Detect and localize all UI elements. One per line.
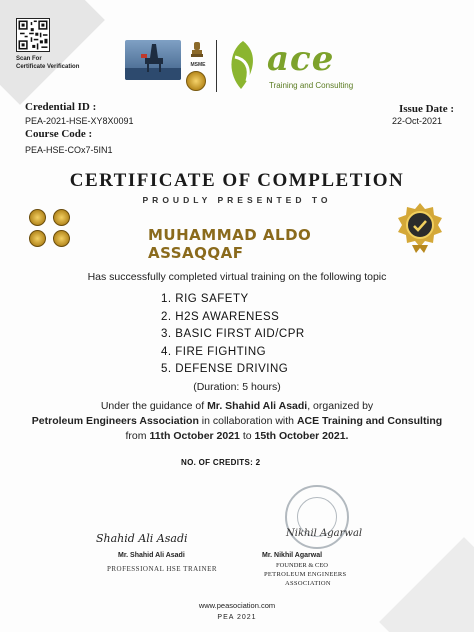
ace-leaf-icon — [221, 37, 265, 93]
trainer-name: Mr. Shahid Ali Asadi — [118, 552, 185, 559]
ace-wordmark: ace — [267, 39, 335, 79]
corner-decoration-top-left — [0, 0, 105, 105]
organizer-name-bold: Petroleum Engineers Association — [31, 415, 199, 427]
guidance-paragraph — [30, 399, 444, 444]
partner-name-bold: ACE Training and Consulting — [296, 415, 443, 427]
qr-code[interactable] — [16, 18, 50, 52]
government-emblem-icon — [188, 40, 206, 60]
ceo-role: FOUNDER & CEO — [276, 562, 329, 569]
guidance-text: from — [125, 430, 150, 442]
qr-caption-line2: Certificate Verification — [16, 64, 80, 70]
recipient-name-line1: MUHAMMAD ALDO — [148, 226, 312, 244]
topic-item: 4. FIRE FIGHTING — [161, 345, 267, 358]
credential-id-value: PEA-2021-HSE-XY8X0091 — [25, 116, 134, 126]
credits-line: NO. OF CREDITS: 2 — [181, 458, 261, 467]
ace-logo — [221, 37, 371, 97]
oil-rig-logo — [125, 40, 181, 80]
oil-rig-icon — [125, 40, 181, 80]
ace-tagline: Training and Consulting — [269, 81, 354, 90]
gold-seal-icon — [186, 71, 206, 91]
trainer-signature: Shahid Ali Asadi — [96, 532, 188, 545]
footer-code: PEA 2021 — [217, 614, 257, 621]
award-badge-icon — [53, 209, 70, 226]
logo-divider — [216, 40, 217, 92]
ceo-name: Mr. Nikhil Agarwal — [262, 552, 323, 559]
guidance-text: in collaboration with — [198, 415, 297, 427]
topics-list — [161, 291, 305, 379]
course-code-value: PEA-HSE-COx7-5IN1 — [25, 145, 113, 155]
qr-caption — [16, 55, 79, 71]
ceo-organization-line2: ASSOCIATION — [285, 580, 331, 587]
start-date-bold: 11th October 2021 — [149, 430, 240, 442]
qr-caption-line1: Scan For — [16, 56, 42, 62]
ceo-organization: PETROLEUM ENGINEERS — [264, 571, 347, 578]
credential-id-label: Credential ID : — [25, 101, 97, 113]
msme-label: MSME — [190, 62, 206, 68]
guidance-text: , organized by — [307, 400, 374, 412]
presented-to-line: PROUDLY PRESENTED TO — [142, 195, 332, 205]
ceo-signature: Nikhil Agarwal — [286, 528, 363, 539]
award-badge-icon — [29, 209, 46, 226]
award-badge-icon — [29, 230, 46, 247]
guidance-text: Under the guidance of — [100, 400, 208, 412]
gold-medal-icon — [396, 201, 444, 253]
end-date-bold: 15th October 2021. — [254, 430, 349, 442]
trainer-name-bold: Mr. Shahid Ali Asadi — [207, 400, 308, 412]
pea-seal-stamp — [285, 485, 349, 549]
award-badge-icon — [53, 230, 70, 247]
guidance-text: to — [239, 430, 255, 442]
website-link[interactable]: www.peasociation.com — [198, 601, 276, 610]
recipient-name — [148, 226, 311, 262]
recipient-name-line2: ASSAQQAF — [148, 244, 244, 262]
qr-code-icon — [17, 19, 49, 51]
topic-item: 5. DEFENSE DRIVING — [161, 363, 289, 375]
certificate-title: CERTIFICATE OF COMPLETION — [69, 170, 405, 191]
issue-date-value: 22-Oct-2021 — [392, 116, 443, 126]
topic-item: 1. RIG SAFETY — [161, 293, 249, 305]
duration-line: (Duration: 5 hours) — [193, 381, 281, 393]
topic-item: 2. H2S AWARENESS — [161, 310, 280, 323]
trainer-role: PROFESSIONAL HSE TRAINER — [107, 565, 218, 573]
issue-date-label: Issue Date : — [399, 103, 454, 115]
topic-item: 3. BASIC FIRST AID/CPR — [161, 328, 305, 340]
completion-statement: Has successfully completed virtual training on the following topic — [87, 271, 387, 283]
course-code-label: Course Code : — [25, 128, 93, 140]
